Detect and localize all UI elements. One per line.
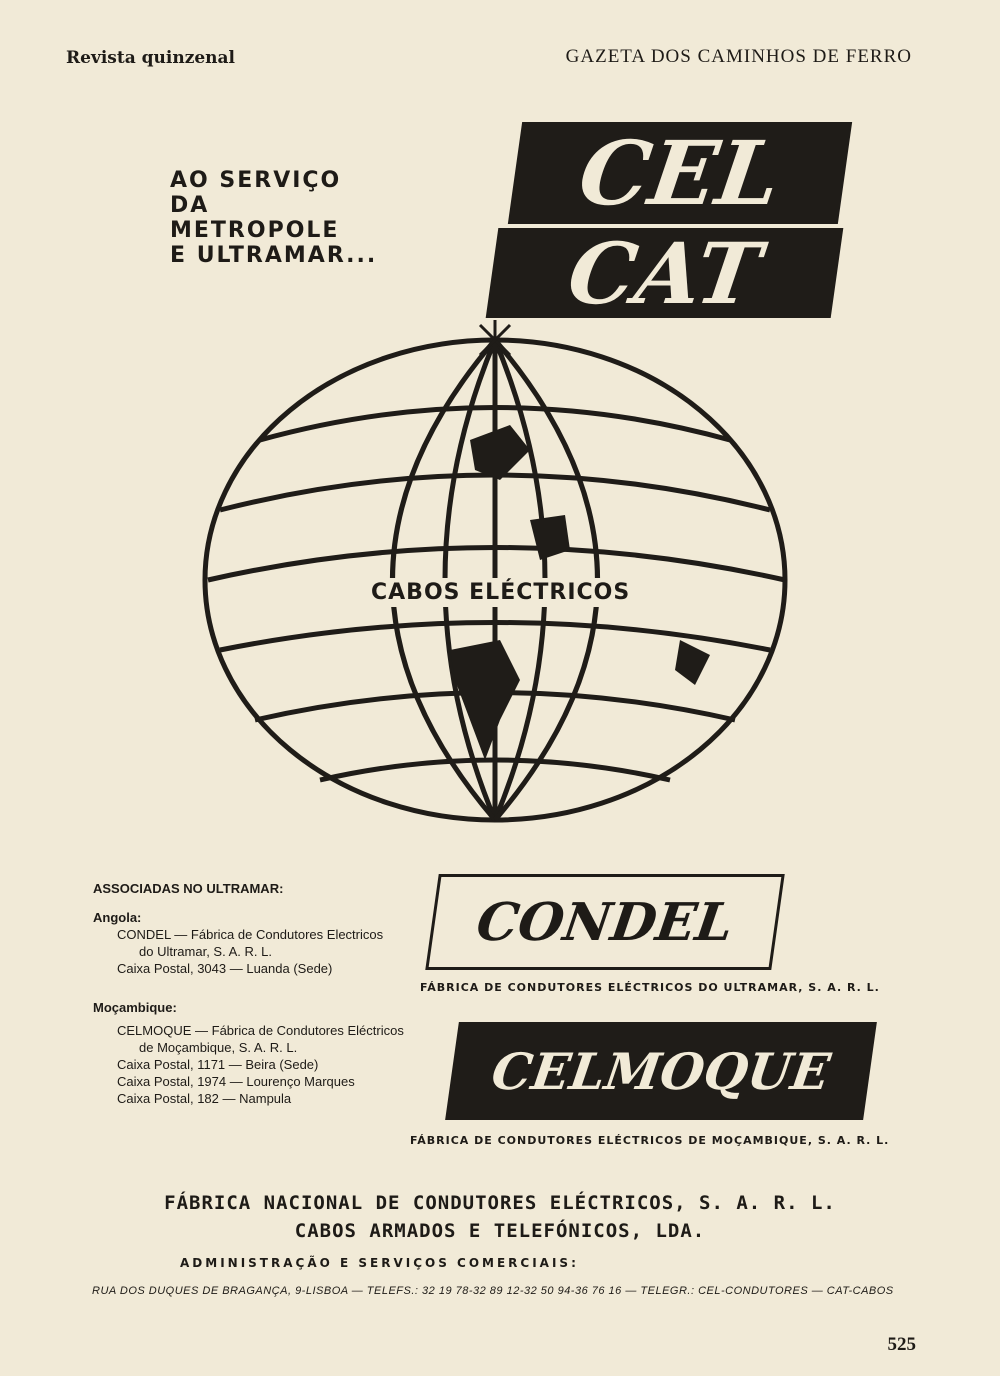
region-angola: Angola: [93, 910, 142, 925]
mocambique-line: CELMOQUE — Fábrica de Condutores Eléctricos [117, 1023, 404, 1038]
globe-label: CABOS ELÉCTRICOS [365, 578, 636, 607]
condel-logo-text: CONDEL [472, 891, 738, 953]
address-line: RUA DOS DUQUES DE BRAGANÇA, 9-LISBOA — TELEFS.: 32 19 78-32 89 12-32 50 94-36 76 16 — TELEGR.: CEL-CONDUTORES — CAT-CABOS [92, 1285, 894, 1297]
associadas-title: ASSOCIADAS NO ULTRAMAR: [93, 881, 284, 896]
mocambique-line: Caixa Postal, 1171 — Beira (Sede) [117, 1057, 319, 1072]
cel-logo-box [508, 122, 852, 224]
company-name-1: FÁBRICA NACIONAL DE CONDUTORES ELÉCTRICOS, S. A. R. L. [164, 1192, 836, 1214]
cat-logo-text: CAT [562, 223, 767, 323]
condel-caption: FÁBRICA DE CONDUTORES ELÉCTRICOS DO ULTRAMAR, S. A. R. L. [420, 981, 880, 994]
celmoque-logo-box [445, 1022, 877, 1120]
header-right: GAZETA DOS CAMINHOS DE FERRO [565, 46, 912, 67]
angola-line: do Ultramar, S. A. R. L. [139, 944, 272, 959]
company-name-2: CABOS ARMADOS E TELEFÓNICOS, LDA. [294, 1220, 706, 1242]
celmoque-caption: FÁBRICA DE CONDUTORES ELÉCTRICOS DE MOÇAMBIQUE, S. A. R. L. [410, 1134, 890, 1147]
condel-logo-box [425, 874, 784, 970]
mocambique-line: Caixa Postal, 1974 — Lourenço Marques [117, 1074, 355, 1089]
mocambique-line: de Moçambique, S. A. R. L. [139, 1040, 298, 1055]
angola-line: Caixa Postal, 3043 — Luanda (Sede) [117, 961, 333, 976]
slogan-line: DA [170, 193, 210, 218]
slogan-line: METROPOLE [170, 218, 340, 243]
page-number: 525 [887, 1334, 916, 1355]
region-mocambique: Moçambique: [93, 1000, 177, 1015]
admin-line: ADMINISTRAÇÃO E SERVIÇOS COMERCIAIS: [180, 1256, 579, 1270]
cel-logo-text: CEL [573, 121, 787, 225]
header-left: Revista quinzenal [66, 48, 236, 68]
mocambique-line: Caixa Postal, 182 — Nampula [117, 1091, 292, 1106]
associadas-block [93, 880, 404, 1107]
slogan [170, 168, 377, 268]
slogan-line: E ULTRAMAR... [170, 243, 378, 268]
celmoque-logo-text: CELMOQUE [488, 1041, 834, 1101]
cat-logo-box [486, 223, 844, 323]
angola-line: CONDEL — Fábrica de Condutores Electricos [117, 927, 384, 942]
slogan-line: AO SERVIÇO [170, 168, 342, 193]
